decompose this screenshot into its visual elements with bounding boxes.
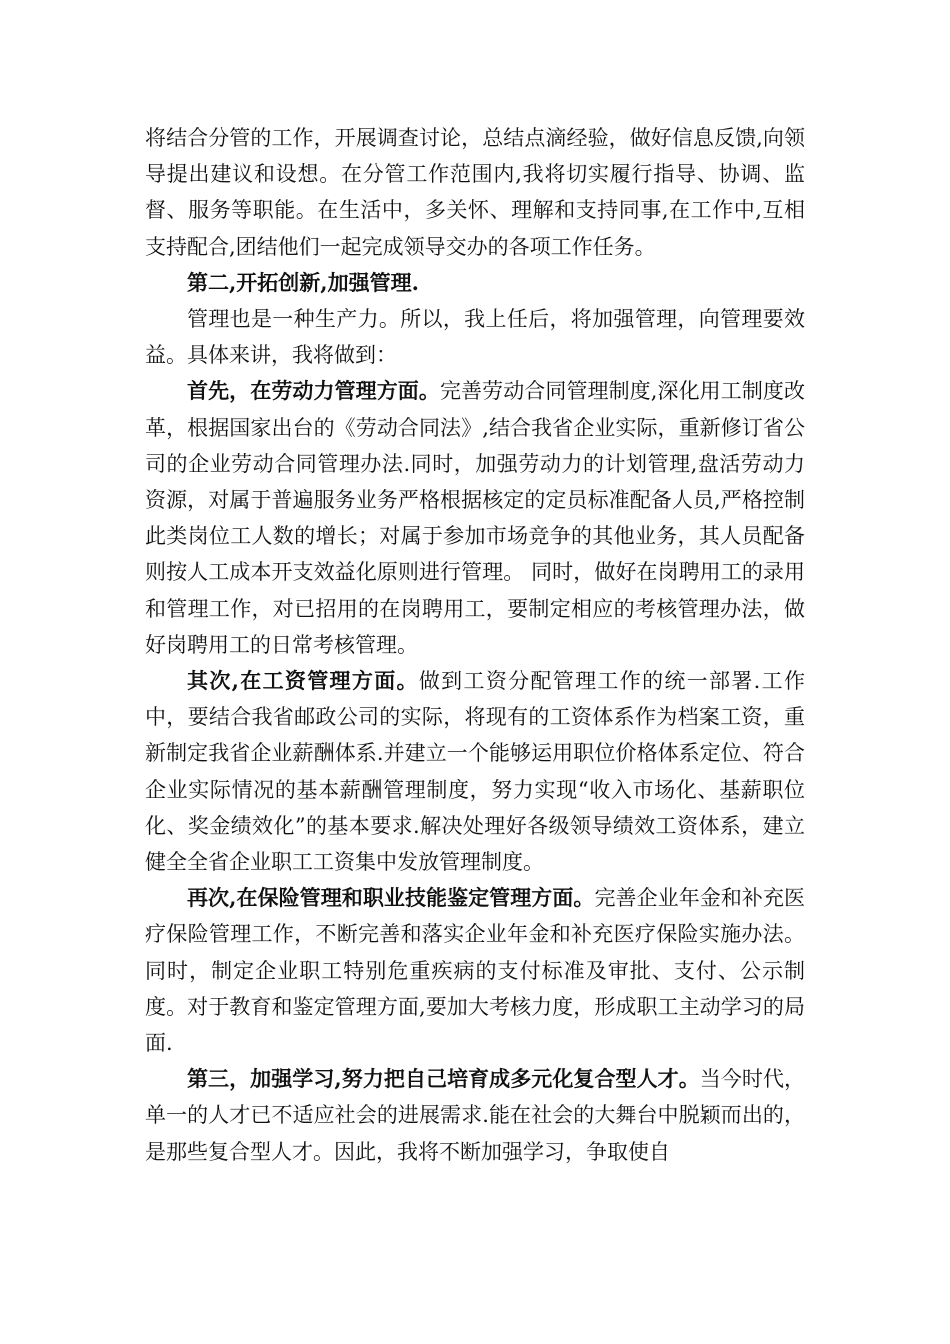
paragraph-6-lead: 再次,在保险管理和职业技能鉴定管理方面。 xyxy=(187,885,595,911)
paragraph-1 xyxy=(145,120,805,265)
heading-second-point: 第二,开拓创新,加强管理. xyxy=(187,269,419,295)
document-body xyxy=(145,120,805,1170)
paragraph-7-text: 当今时代，单一的人才已不适应社会的进展需求.能在社会的大舞台中脱颖而出的，是那些复合型人才。因此，我将不断加强学习，争取使自 xyxy=(145,1067,805,1164)
paragraph-5-text: 做到工资分配管理工作的统一部署.工作中，要结合我省邮政公司的实际，将现有的工资体系作为档案工资，重新制定我省企业薪酬体系.并建立一个能够运用职位价格体系定位、符合企业实际情况的基本薪酬管理制度，努力实现“收入市场化、基薪职位化、奖金绩效化”的基本要求.解决处理好各级领导绩效工资体系，建立健全全省企业职工工资集中发放管理制度。 xyxy=(145,669,805,875)
paragraph-3-text: 管理也是一种生产力。所以，我上任后，将加强管理，向管理要效益。具体来讲，我将做到： xyxy=(145,307,805,368)
paragraph-4 xyxy=(145,373,805,663)
paragraph-4-lead: 首先，在劳动力管理方面。 xyxy=(187,378,440,404)
paragraph-5-lead: 其次,在工资管理方面。 xyxy=(187,668,419,694)
paragraph-6-text: 完善企业年金和补充医疗保险管理工作，不断完善和落实企业年金和补充医疗保险实施办法。同时，制定企业职工特别危重疾病的支付标准及审批、支付、公示制度。对于教育和鉴定管理方面,要加大考核力度，形成职工主动学习的局面. xyxy=(145,886,806,1056)
paragraph-4-text: 完善劳动合同管理制度,深化用工制度改革，根据国家出台的《劳动合同法》,结合我省企业实际，重新修订省公司的企业劳动合同管理办法.同时，加强劳动力的计划管理,盘活劳动力资源，对属于普遍服务业务严格根据核定的定员标准配备人员,严格控制此类岗位工人数的增长；对属于参加市场竞争的其他业务，其人员配备则按人工成本开支效益化原则进行管理。 同时，做好在岗聘用工的录用和管理工作，对已招用的在岗聘用工，要制定相应的考核管理办法，做好岗聘用工的日常考核管理。 xyxy=(145,379,805,657)
paragraph-7-lead: 第三，加强学习,努力把自己培育成多元化复合型人才。 xyxy=(187,1066,700,1092)
paragraph-5 xyxy=(145,663,805,880)
paragraph-6 xyxy=(145,880,805,1061)
paragraph-7 xyxy=(145,1061,805,1170)
paragraph-2-heading xyxy=(145,265,805,301)
paragraph-1-text: 将结合分管的工作，开展调查讨论，总结点滴经验，做好信息反馈,向领导提出建议和设想。在分管工作范围内,我将切实履行指导、协调、监督、服务等职能。在生活中，多关怀、理解和支持同事,在工作中,互相支持配合,团结他们一起完成领导交办的各项工作任务。 xyxy=(145,126,805,259)
paragraph-3 xyxy=(145,301,805,373)
